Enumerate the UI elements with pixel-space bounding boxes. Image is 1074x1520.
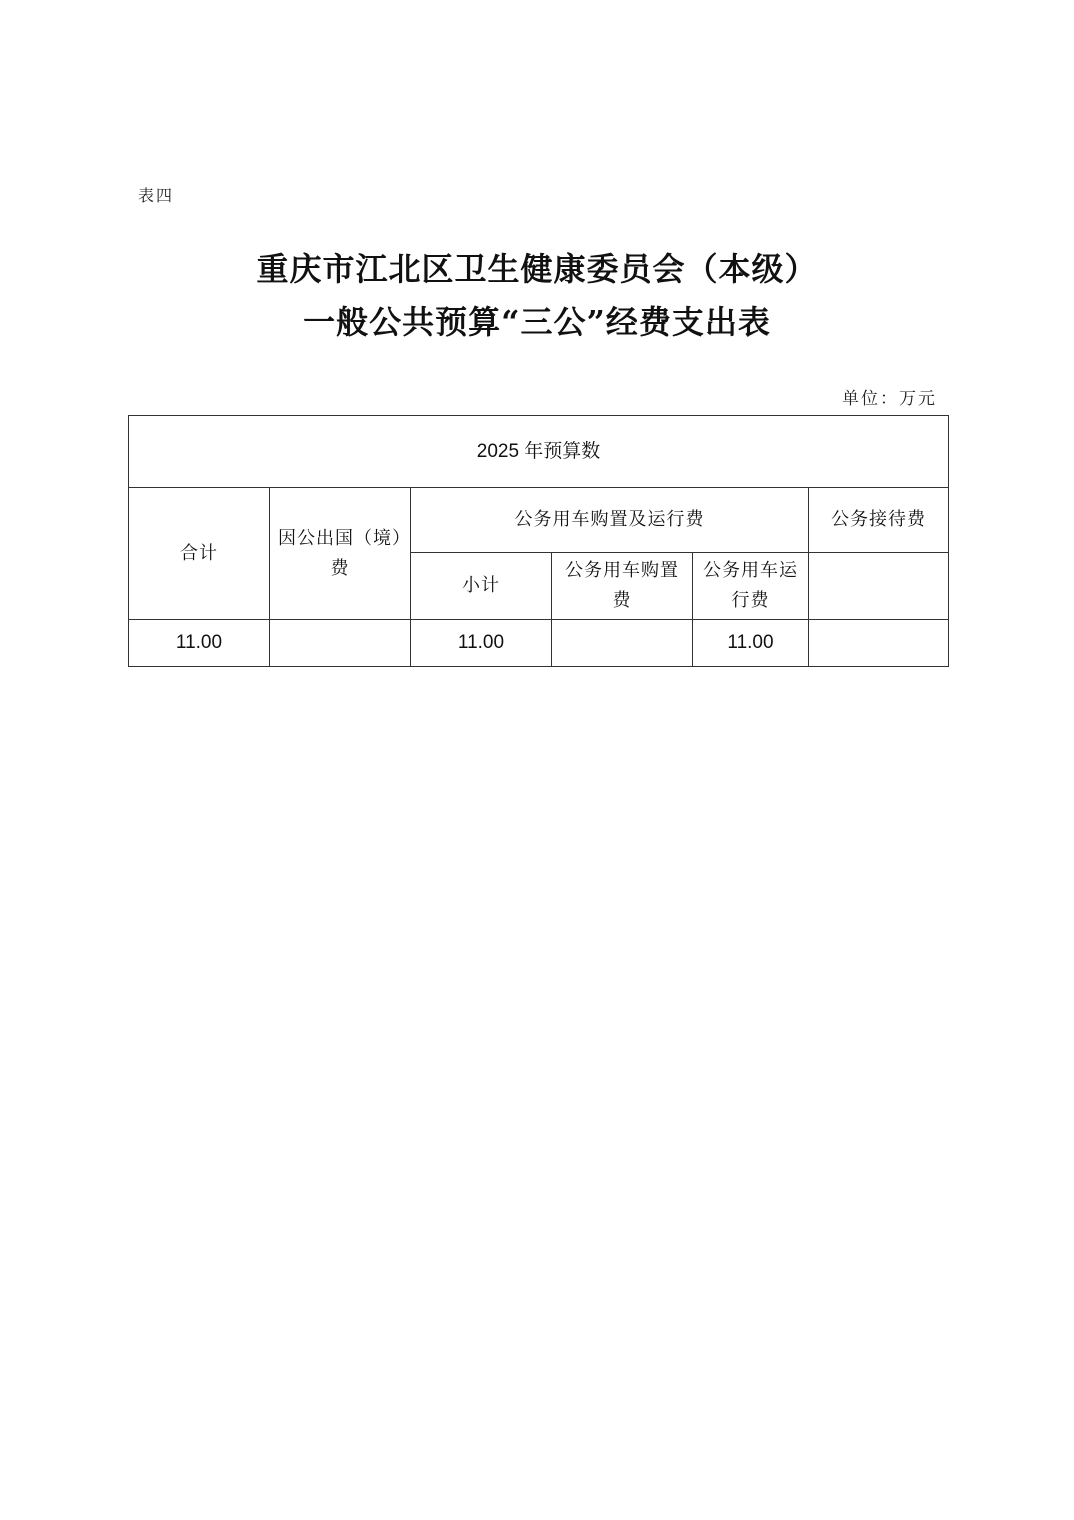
- header-reception-blank: [809, 553, 949, 620]
- document-title-line-2: 一般公共预算“三公”经费支出表: [303, 303, 771, 341]
- value-overseas: [270, 620, 411, 667]
- header-overseas: 因公出国（境）费: [270, 488, 411, 620]
- document-title-line-1: 重庆市江北区卫生健康委员会（本级）: [256, 250, 818, 288]
- year-header-cell: 2025 年预算数: [129, 416, 949, 488]
- value-total: 11.00: [129, 620, 270, 667]
- header-vehicle-operation: 公务用车运行费: [693, 553, 809, 620]
- header-vehicle-purchase: 公务用车购置费: [552, 553, 693, 620]
- value-subtotal: 11.00: [411, 620, 552, 667]
- unit-label: 单位：万元: [842, 389, 937, 409]
- category-header-row: [129, 488, 949, 553]
- value-vehicle-operation: 11.00: [693, 620, 809, 667]
- header-vehicle: 公务用车购置及运行费: [411, 488, 809, 553]
- table-row: [129, 620, 949, 667]
- year-header-row: [129, 416, 949, 488]
- three-public-expenses-table: [128, 415, 949, 667]
- value-vehicle-purchase: [552, 620, 693, 667]
- header-total: 合计: [129, 488, 270, 620]
- table-number-label: 表四: [138, 186, 175, 205]
- header-reception: 公务接待费: [809, 488, 949, 553]
- value-reception: [809, 620, 949, 667]
- header-subtotal: 小计: [411, 553, 552, 620]
